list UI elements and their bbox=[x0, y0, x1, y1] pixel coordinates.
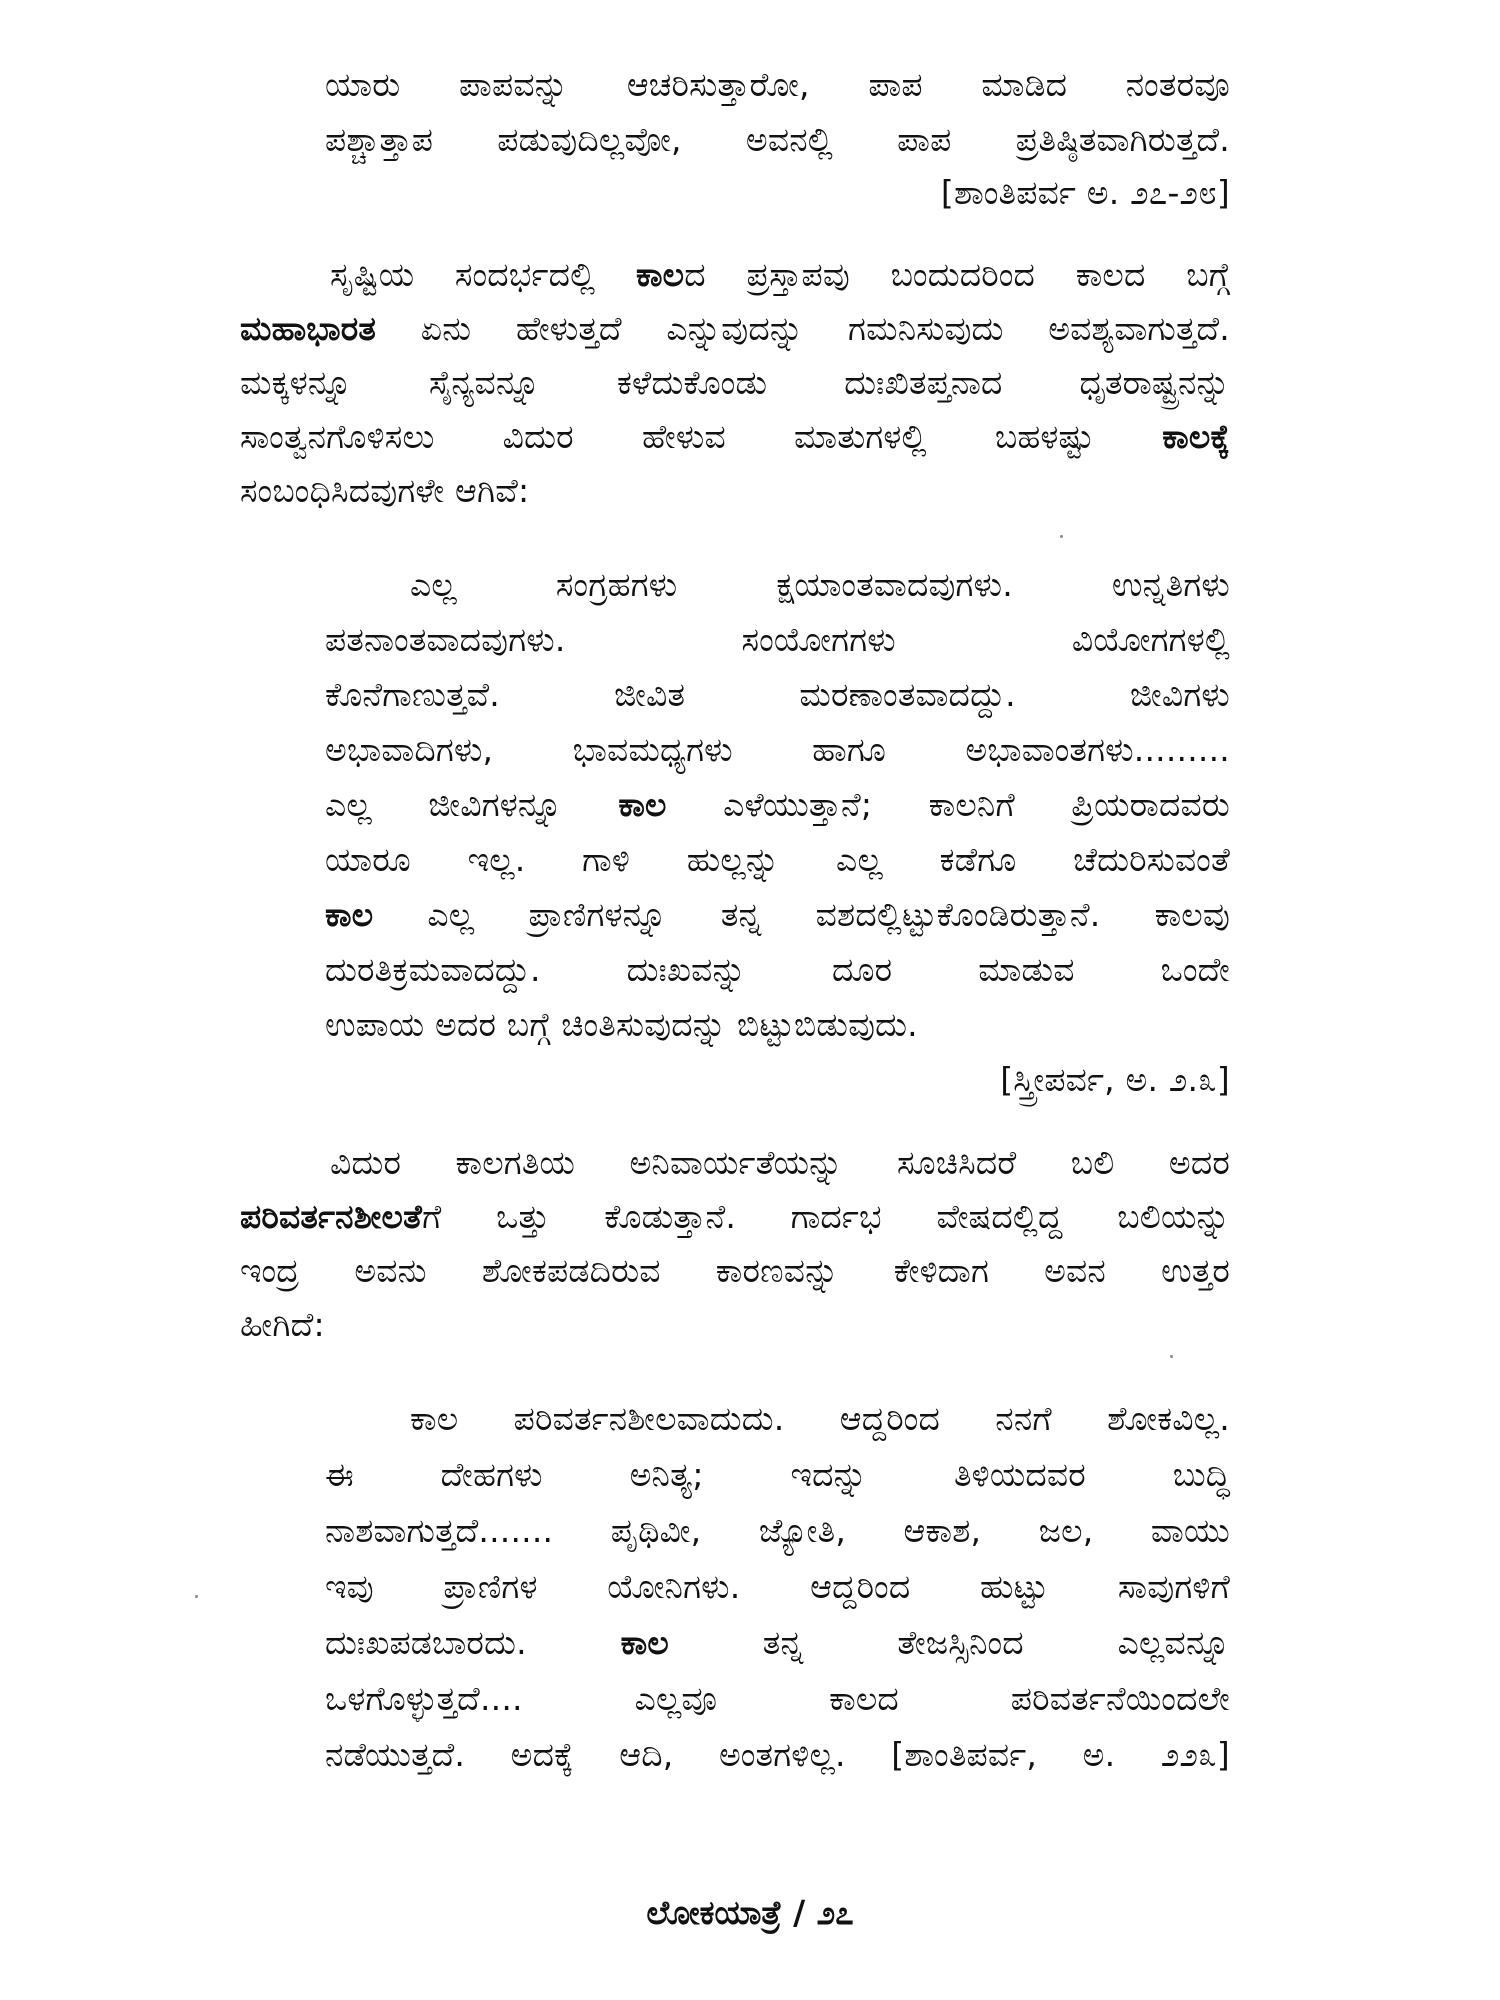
footer-separator: / bbox=[793, 1893, 806, 1932]
para1-line-3: ಮಕ್ಕಳನ್ನೂ ಸೈನ್ಯವನ್ನೂ ಕಳೆದುಕೊಂಡು ದುಃಖಿತಪ್ತನಾದ ಧೃತರಾಷ್ಟ್ರನನ್ನು bbox=[240, 363, 1230, 402]
quote1-line-1: ಯಾರು ಪಾಪವನ್ನು ಆಚರಿಸುತ್ತಾರೋ, ಪಾಪ ಮಾಡಿದ ನಂತರವೂ bbox=[325, 65, 1230, 104]
quote1-citation: [ಶಾಂತಿಪರ್ವ ಅ. ೨೭-೨೮] bbox=[940, 173, 1230, 212]
para1-line-2 bbox=[240, 302, 1230, 356]
emphasis-parivartanasheelate: ಪರಿವರ್ತನಶೀಲತೆ bbox=[240, 1197, 423, 1236]
emphasis-kaala: ಕಾಲ bbox=[620, 1623, 669, 1662]
para1-line-4 bbox=[240, 410, 1230, 464]
quote2-line-7 bbox=[325, 888, 1230, 942]
para2-text: ಗೆ ಒತ್ತು ಕೊಡುತ್ತಾನೆ. ಗಾರ್ದಭ ವೇಷದಲ್ಲಿದ್ದ ಬಲಿಯನ್ನು bbox=[422, 1197, 1230, 1236]
quote3-line-5 bbox=[325, 1616, 1230, 1670]
para1-text: ಸೃಷ್ಟಿಯ ಸಂದರ್ಭದಲ್ಲಿ bbox=[330, 255, 636, 294]
page-number: ೨೭ bbox=[816, 1893, 854, 1932]
para2-line-4: ಹೀಗಿದೆ: bbox=[240, 1305, 325, 1344]
para1-text: ದ ಪ್ರಸ್ತಾಪವು ಬಂದುದರಿಂದ ಕಾಲದ ಬಗ್ಗೆ bbox=[684, 255, 1230, 294]
quote3-line-7: ನಡೆಯುತ್ತದೆ. ಅದಕ್ಕೆ ಆದಿ, ಅಂತಗಳಿಲ್ಲ. [ಶಾಂತಿಪರ್ವ, ಅ. ೨೨೩] bbox=[325, 1735, 1230, 1774]
quote2-line-3: ಕೊನೆಗಾಣುತ್ತವೆ. ಜೀವಿತ ಮರಣಾಂತವಾದದ್ದು. ಜೀವಿಗಳು bbox=[325, 675, 1230, 714]
quote3-line-1: ಕಾಲ ಪರಿವರ್ತನಶೀಲವಾದುದು. ಆದ್ದರಿಂದ ನನಗೆ ಶೋಕವಿಲ್ಲ. bbox=[410, 1399, 1230, 1438]
scan-speck bbox=[1170, 1355, 1173, 1358]
emphasis-kaala: ಕಾಲ bbox=[618, 785, 667, 824]
quote2-text: ಎಳೆಯುತ್ತಾನೆ; ಕಾಲನಿಗೆ ಪ್ರಿಯರಾದವರು bbox=[666, 785, 1230, 824]
para2-line-2 bbox=[240, 1190, 1230, 1244]
emphasis-kaala: ಕಾಲ bbox=[325, 895, 374, 934]
quote2-line-2: ಪತನಾಂತವಾದವುಗಳು. ಸಂಯೋಗಗಳು ವಿಯೋಗಗಳಲ್ಲಿ bbox=[325, 620, 1230, 659]
quote3-line-2: ಈ ದೇಹಗಳು ಅನಿತ್ಯ; ಇದನ್ನು ತಿಳಿಯದವರ ಬುದ್ಧಿ bbox=[325, 1455, 1230, 1494]
quote2-line-5 bbox=[325, 778, 1230, 832]
para2-line-3: ಇಂದ್ರ ಅವನು ಶೋಕಪಡದಿರುವ ಕಾರಣವನ್ನು ಕೇಳಿದಾಗ ಅವನ ಉತ್ತರ bbox=[240, 1251, 1230, 1290]
quote3-text: ದುಃಖಪಡಬಾರದು. bbox=[325, 1623, 621, 1662]
quote3-text: ತನ್ನ ತೇಜಸ್ಸಿನಿಂದ ಎಲ್ಲವನ್ನೂ bbox=[668, 1623, 1230, 1662]
quote3-line-6: ಒಳಗೊಳ್ಳುತ್ತದೆ.... ಎಲ್ಲವೂ ಕಾಲದ ಪರಿವರ್ತನೆಯಿಂದಲೇ bbox=[325, 1679, 1230, 1718]
para1-text: ಏನು ಹೇಳುತ್ತದೆ ಎನ್ನುವುದನ್ನು ಗಮನಿಸುವುದು ಅವಶ್ಯವಾಗುತ್ತದೆ. bbox=[376, 309, 1230, 348]
page-footer bbox=[550, 1886, 950, 1940]
quote2-line-6: ಯಾರೂ ಇಲ್ಲ. ಗಾಳಿ ಹುಲ್ಲನ್ನು ಎಲ್ಲ ಕಡೆಗೂ ಚೆದುರಿಸುವಂತೆ bbox=[325, 840, 1230, 879]
quote2-citation: [ಸ್ತ್ರೀಪರ್ವ, ಅ. ೨.೩] bbox=[1000, 1060, 1230, 1099]
quote2-text: ಎಲ್ಲ ಜೀವಿಗಳನ್ನೂ bbox=[325, 785, 619, 824]
quote2-line-4: ಅಭಾವಾದಿಗಳು, ಭಾವಮಧ್ಯಗಳು ಹಾಗೂ ಅಭಾವಾಂತಗಳು......... bbox=[325, 730, 1230, 769]
scan-speck bbox=[195, 1595, 198, 1598]
quote2-text: ಎಲ್ಲ ಪ್ರಾಣಿಗಳನ್ನೂ ತನ್ನ ವಶದಲ್ಲಿಟ್ಟುಕೊಂಡಿರುತ್ತಾನೆ. ಕಾಲವು bbox=[373, 895, 1230, 934]
emphasis-kaala: ಕಾಲ bbox=[635, 255, 685, 294]
quote2-line-9: ಉಪಾಯ ಅದರ ಬಗ್ಗೆ ಚಿಂತಿಸುವುದನ್ನು ಬಿಟ್ಟುಬಿಡುವುದು. bbox=[325, 1005, 918, 1044]
footer-title: ಲೋಕಯಾತ್ರೆ bbox=[646, 1893, 782, 1932]
quote2-line-8: ದುರತಿಕ್ರಮವಾದದ್ದು. ದುಃಖವನ್ನು ದೂರ ಮಾಡುವ ಒಂದೇ bbox=[325, 950, 1230, 989]
emphasis-mahabharata: ಮಹಾಭಾರತ bbox=[240, 309, 377, 348]
quote3-line-3: ನಾಶವಾಗುತ್ತದೆ....... ಪೃಥಿವೀ, ಜ್ಯೋತಿ, ಆಕಾಶ, ಜಲ, ವಾಯು bbox=[325, 1511, 1230, 1550]
para2-line-1: ವಿದುರ ಕಾಲಗತಿಯ ಅನಿವಾರ್ಯತೆಯನ್ನು ಸೂಚಿಸಿದರೆ ಬಲಿ ಅದರ bbox=[330, 1143, 1230, 1182]
para1-line-1 bbox=[330, 248, 1230, 302]
scan-speck bbox=[1060, 535, 1063, 538]
emphasis-kaalakke: ಕಾಲಕ್ಕೆ bbox=[1162, 417, 1230, 456]
para1-text: ಸಾಂತ್ವನಗೊಳಿಸಲು ವಿದುರ ಹೇಳುವ ಮಾತುಗಳಲ್ಲಿ ಬಹಳಷ್ಟು bbox=[240, 417, 1163, 456]
quote1-line-2: ಪಶ್ಚಾತ್ತಾಪ ಪಡುವುದಿಲ್ಲವೋ, ಅವನಲ್ಲಿ ಪಾಪ ಪ್ರತಿಷ್ಠಿತವಾಗಿರುತ್ತದೆ. bbox=[325, 120, 1230, 159]
para1-line-5: ಸಂಬಂಧಿಸಿದವುಗಳೇ ಆಗಿವೆ: bbox=[240, 471, 530, 510]
quote2-line-1: ಎಲ್ಲ ಸಂಗ್ರಹಗಳು ಕ್ಷಯಾಂತವಾದವುಗಳು. ಉನ್ನತಿಗಳು bbox=[410, 565, 1230, 604]
quote3-line-4: ಇವು ಪ್ರಾಣಿಗಳ ಯೋನಿಗಳು. ಆದ್ದರಿಂದ ಹುಟ್ಟು ಸಾವುಗಳಿಗೆ bbox=[325, 1567, 1230, 1606]
